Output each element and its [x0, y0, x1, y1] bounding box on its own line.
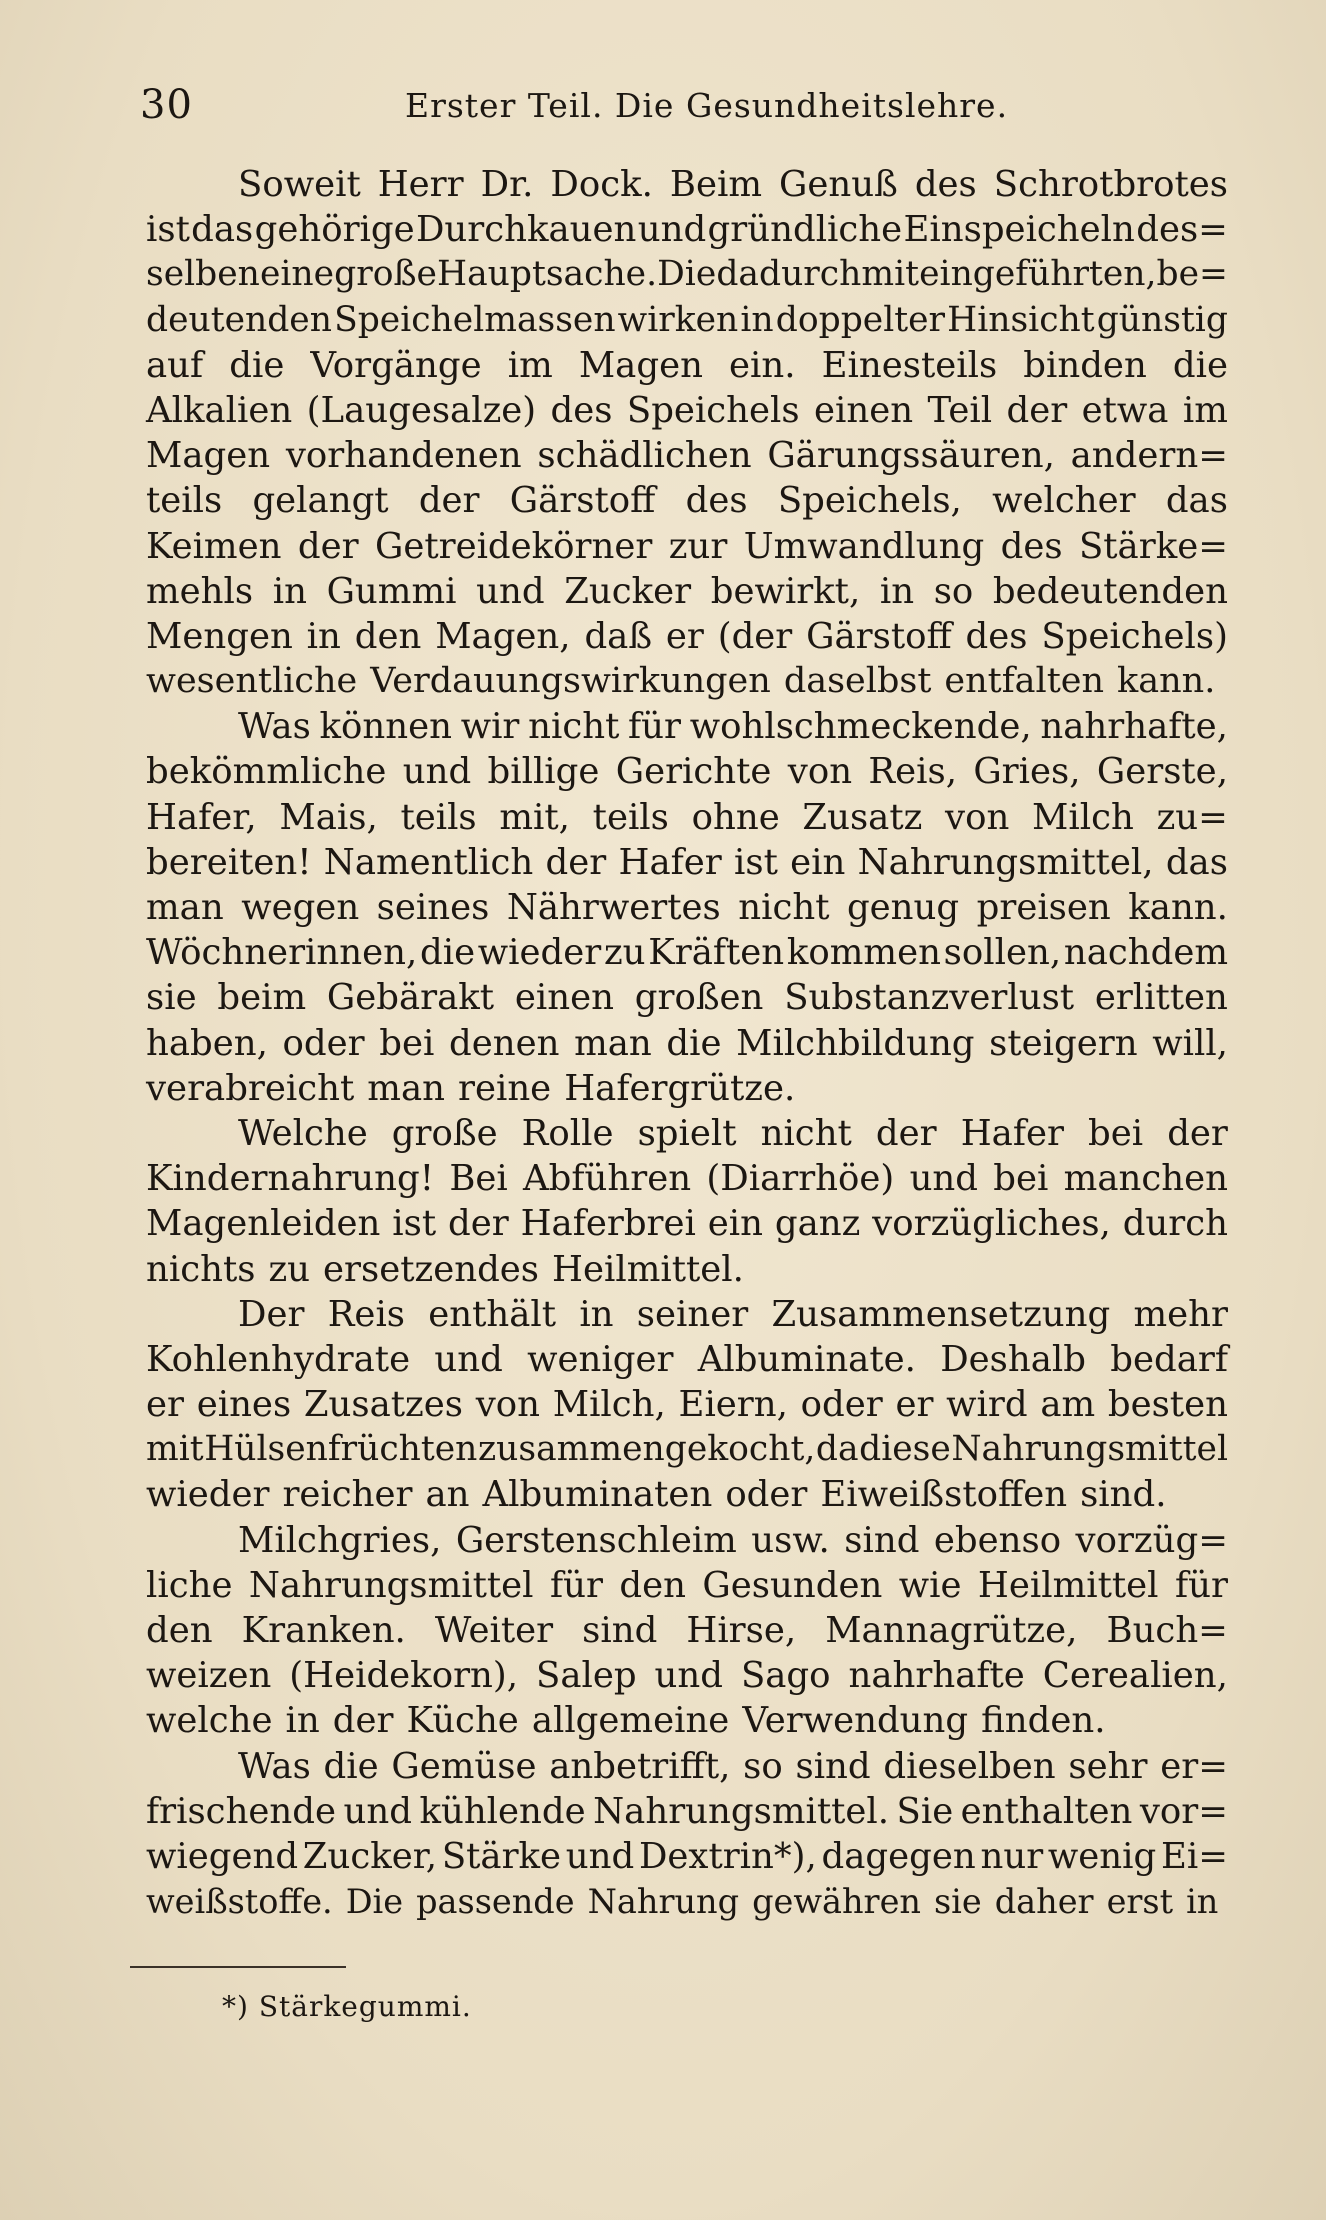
- text-line: haben, oder bei denen man die Milchbildung steigern will,: [146, 1022, 1228, 1064]
- text-line: Magen vorhandenen schädlichen Gärungssäuren, andern=: [146, 435, 1228, 477]
- text-line: mehls in Gummi und Zucker bewirkt, in so bedeutenden: [146, 570, 1228, 612]
- text-line: Kohlenhydrate und weniger Albuminate. Deshalb bedarf: [146, 1338, 1228, 1380]
- paragraph: [146, 162, 1228, 704]
- paragraph: [146, 1292, 1228, 1518]
- text-line: bereiten! Namentlich der Hafer ist ein Nahrungsmittel, das: [146, 841, 1228, 883]
- text-line: Wöchnerinnen, die wieder zu Kräften kommen sollen, nachdem: [146, 932, 1228, 974]
- text-line: Was die Gemüse anbetrifft, so sind dieselben sehr er=: [238, 1745, 1228, 1787]
- paragraph: [146, 704, 1228, 1111]
- text-line: wiegend Zucker, Stärke und Dextrin*), dagegen nur wenig Ei=: [146, 1835, 1228, 1877]
- text-line: Keimen der Getreidekörner zur Umwandlung des Stärke=: [146, 525, 1228, 567]
- text-line: wieder reicher an Albuminaten oder Eiweißstoffen sind.: [146, 1474, 1167, 1516]
- text-line: mit Hülsenfrüchten zusammengekocht, da diese Nahrungsmittel: [146, 1429, 1228, 1470]
- text-line: teils gelangt der Gärstoff des Speichels, welcher das: [146, 480, 1228, 522]
- body-text: [146, 162, 1228, 1924]
- text-line: Alkalien (Laugesalze) des Speichels einen Teil der etwa im: [146, 389, 1228, 431]
- page-header: [140, 82, 1230, 132]
- text-line: selben eine große Hauptsache. Die dadurch mit eingeführten, be=: [146, 254, 1228, 295]
- paragraph: [146, 1518, 1228, 1744]
- text-line: welche in der Küche allgemeine Verwendung finden.: [146, 1700, 1106, 1742]
- text-line: er eines Zusatzes von Milch, Eiern, oder er wird am besten: [146, 1384, 1228, 1426]
- footnote: *) Stärkegummi.: [222, 1990, 472, 2023]
- text-line: weizen (Heidekorn), Salep und Sago nahrhafte Cerealien,: [146, 1655, 1228, 1697]
- text-line: auf die Vorgänge im Magen ein. Einesteils binden die: [146, 344, 1228, 386]
- text-line: Der Reis enthält in seiner Zusammensetzung mehr: [238, 1293, 1228, 1335]
- text-line: Soweit Herr Dr. Dock. Beim Genuß des Schrotbrotes: [238, 164, 1228, 205]
- text-line: Was können wir nicht für wohlschmeckende, nahrhafte,: [238, 706, 1228, 748]
- text-line: wesentliche Verdauungswirkungen daselbst entfalten kann.: [146, 661, 1216, 702]
- text-line: nichts zu ersetzendes Heilmittel.: [146, 1248, 744, 1290]
- text-line: Mengen in den Magen, daß er (der Gärstoff des Speichels): [146, 615, 1228, 657]
- paragraph: [146, 1111, 1228, 1292]
- text-line: sie beim Gebärakt einen großen Substanzverlust erlitten: [146, 977, 1228, 1019]
- text-line: den Kranken. Weiter sind Hirse, Mannagrütze, Buch=: [146, 1610, 1228, 1651]
- text-line: Welche große Rolle spielt nicht der Hafer bei der: [238, 1112, 1228, 1154]
- text-line: Milchgries, Gerstenschleim usw. sind ebenso vorzüg=: [238, 1519, 1228, 1561]
- footnote-rule: [130, 1966, 346, 1968]
- running-head: Erster Teil. Die Gesundheitslehre.: [405, 86, 1009, 125]
- page-number: 30: [140, 82, 193, 128]
- text-line: verabreicht man reine Hafergrütze.: [146, 1067, 796, 1109]
- text-line: man wegen seines Nährwertes nicht genug preisen kann.: [146, 887, 1228, 928]
- text-line: deutenden Speichelmassen wirken in doppelter Hinsicht günstig: [146, 299, 1228, 340]
- text-line: bekömmliche und billige Gerichte von Reis, Gries, Gerste,: [146, 751, 1228, 793]
- text-line: ist das gehörige Durchkauen und gründliche Einspeicheln des=: [146, 209, 1228, 251]
- text-line: Kindernahrung! Bei Abführen (Diarrhöe) und bei manchen: [146, 1158, 1228, 1200]
- text-line: Hafer, Mais, teils mit, teils ohne Zusatz von Milch zu=: [146, 796, 1228, 838]
- text-line: liche Nahrungsmittel für den Gesunden wie Heilmittel für: [146, 1564, 1228, 1606]
- paragraph: [146, 1744, 1228, 1925]
- text-line: weißstoffe. Die passende Nahrung gewähren sie daher erst in: [146, 1882, 1219, 1922]
- text-line: frischende und kühlende Nahrungsmittel. Sie enthalten vor=: [146, 1790, 1228, 1832]
- text-line: Magenleiden ist der Haferbrei ein ganz vorzügliches, durch: [146, 1203, 1228, 1245]
